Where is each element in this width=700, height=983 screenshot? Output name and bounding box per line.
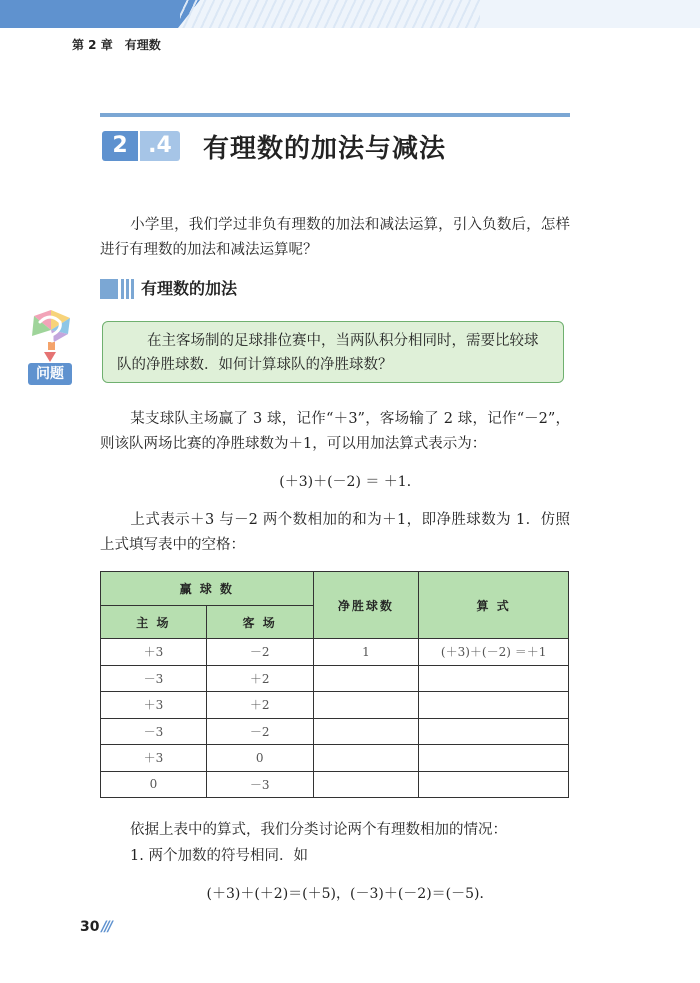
chapter-number: 第 2 章 (72, 38, 113, 52)
cell-home: －3 (101, 665, 207, 692)
section-badge (102, 131, 180, 161)
cell-home: 0 (101, 771, 207, 798)
cell-home: ＋3 (101, 639, 207, 666)
question-icon (28, 308, 74, 386)
chapter-title: 有理数 (124, 38, 161, 52)
discussion-text: 依据上表中的算式，我们分类讨论两个有理数相加的情况： (130, 822, 507, 838)
heading-bar (126, 279, 129, 299)
cell-home: －3 (101, 718, 207, 745)
cell-away: ＋2 (206, 665, 313, 692)
goal-table (100, 571, 569, 798)
header-away: 客 场 (206, 606, 313, 639)
table-row (101, 771, 569, 798)
cell-formula[interactable] (419, 745, 569, 772)
table-row (101, 692, 569, 719)
cell-formula[interactable] (419, 692, 569, 719)
header-net-goals: 净胜球数 (313, 572, 419, 639)
table-row (101, 665, 569, 692)
explanation-paragraph (100, 508, 570, 558)
tangram-icon (28, 308, 74, 364)
formula-same-sign: (＋3)＋(＋2)＝(＋5)，(－3)＋(－2)＝(－5)． (206, 886, 494, 902)
cell-home: ＋3 (101, 745, 207, 772)
example-text: 某支球队主场赢了 3 球，记作“＋3”，客场输了 2 球，记作“－2”，则该队两场比赛的净胜球数为＋1，可以用加法算式表示为： (100, 411, 570, 452)
cell-net[interactable] (313, 718, 419, 745)
explanation-text: 上式表示＋3 与－2 两个数相加的和为＋1，即净胜球数为 1．仿照上式填写表中的空格： (100, 512, 570, 553)
cell-net[interactable] (313, 771, 419, 798)
cell-away: ＋2 (206, 692, 313, 719)
discussion-paragraph (100, 818, 570, 843)
question-label: 问题 (28, 363, 72, 385)
problem-text: 在主客场制的足球排位赛中，当两队积分相同时，需要比较球队的净胜球数．如何计算球队的净胜球数？ (117, 333, 539, 373)
heading-bar (100, 279, 118, 299)
cell-formula[interactable] (419, 718, 569, 745)
top-banner (0, 0, 700, 28)
section-title: 有理数的加法与减法 (203, 134, 447, 164)
header-goals-won: 赢 球 数 (101, 572, 314, 606)
cell-formula[interactable] (419, 771, 569, 798)
table-row (101, 745, 569, 772)
heading-bar (121, 279, 124, 299)
cell-net[interactable] (313, 745, 419, 772)
section-badge-minor: .4 (140, 131, 180, 161)
header-home: 主 场 (101, 606, 207, 639)
cell-formula[interactable] (419, 665, 569, 692)
header-formula: 算 式 (419, 572, 569, 639)
table-row (101, 639, 569, 666)
cell-formula[interactable]: (＋3)＋(－2) ＝＋1 (419, 639, 569, 666)
title-rule (100, 113, 570, 117)
page-number (80, 919, 111, 935)
cell-net[interactable] (313, 692, 419, 719)
running-header (72, 36, 161, 53)
cell-away: －2 (206, 718, 313, 745)
subsection-title: 有理数的加法 (141, 279, 238, 298)
section-badge-major: 2 (102, 131, 138, 161)
cell-away: －3 (206, 771, 313, 798)
cell-home: ＋3 (101, 692, 207, 719)
case-one-text: 1. 两个加数的符号相同．如 (130, 848, 308, 864)
example-paragraph (100, 407, 570, 457)
cell-net[interactable] (313, 665, 419, 692)
page-slashes-icon: /// (101, 919, 111, 935)
heading-bar (131, 279, 134, 299)
page-number-text: 30 (80, 919, 100, 935)
banner-shape (0, 0, 200, 28)
table-row (101, 718, 569, 745)
case-one (100, 844, 570, 869)
cell-away: 0 (206, 745, 313, 772)
problem-box (102, 321, 564, 383)
cell-net[interactable]: 1 (313, 639, 419, 666)
intro-paragraph (100, 213, 570, 263)
formula-example: (＋3)＋(－2) ＝ ＋1． (279, 474, 421, 490)
banner-hatch (180, 0, 480, 28)
intro-text: 小学里，我们学过非负有理数的加法和减法运算，引入负数后，怎样进行有理数的加法和减法运算呢？ (100, 217, 570, 258)
cell-away: －2 (206, 639, 313, 666)
